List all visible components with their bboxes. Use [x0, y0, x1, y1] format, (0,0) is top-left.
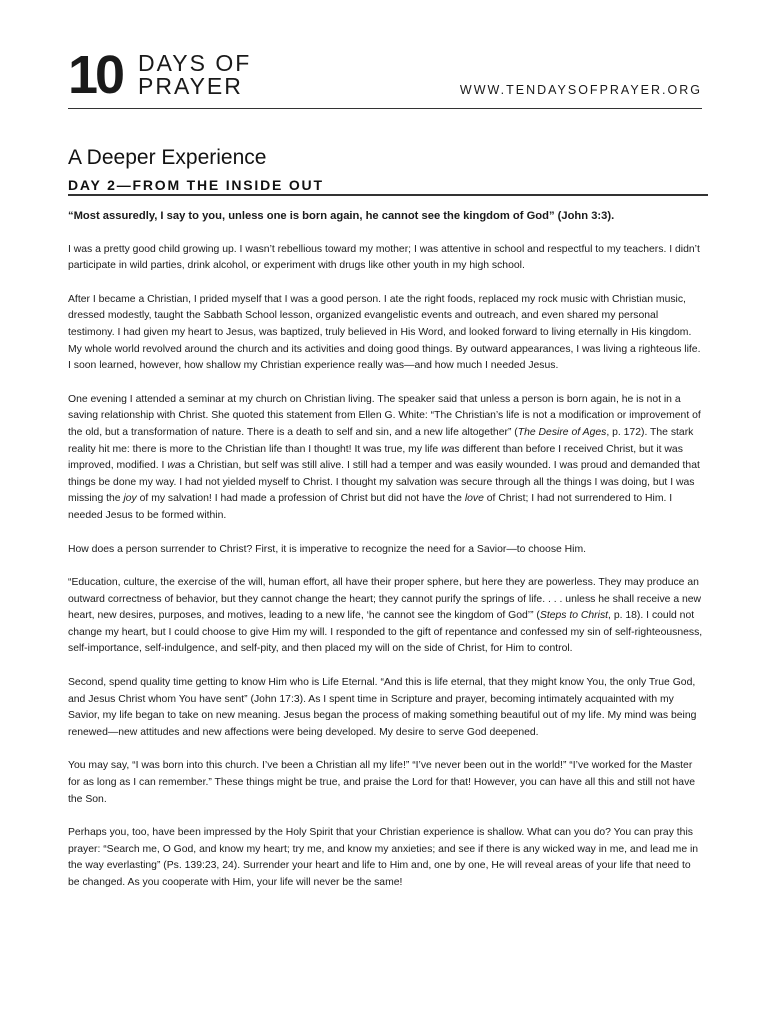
text-segment: , p. 18). I could not change my heart, but I could choose to give Him my will. I responded to the gift of repentance and confessed my sin of self-righteousness, self-importance, self-indulgence, and self-pity, and then placed my will on the side of Christ, for Him to control.: [68, 610, 703, 655]
text-segment: “Education, culture, the exercise of the will, human effort, all have their proper sphere, but here they are powerless. They may produce an outward correctness of behavior, but they cannot change the heart; they cannot purify the springs of life. . . . unless he shall receive a new heart, new desires, purposes, and motives, leading to a new life, ‘he cannot see the kingdom of God’” (: [68, 577, 702, 622]
paragraph-6: Second, spend quality time getting to know Him who is Life Eternal. “And this is life eternal, that they might know You, the only True God, and Jesus Christ whom You have sent” (John 17:3). As I spent time in Scripture and prayer, becoming intimately acquainted with my Savior, my life began to take on new meaning. Jesus began the process of making something beautiful out of my life. My mind was being renewed—new attitudes and new affections were being developed. My desire to serve God deepened.: [68, 677, 697, 738]
paragraph-2: After I became a Christian, I prided myself that I was a good person. I ate the right foods, replaced my rock music with Christian music, dressed modestly, taught the Sabbath School lesson, organized evangelistic events and outreach, and even shared my personal testimony. I had given my heart to Jesus, was baptized, truly believed in His Word, and looked forward to living eternally in His kingdom. My whole world revolved around the church and its activities and doing good things. By outward appearances, I was living a righteous life. I soon learned, however, how shallow my Christian experience really was—and how much I needed Jesus.: [68, 293, 701, 372]
book-title-desire-of-ages: The Desire of Ages: [517, 426, 607, 438]
emphasis-joy: joy: [123, 493, 137, 505]
heading-divider: [68, 194, 708, 196]
emphasis-was: was: [441, 443, 460, 455]
text-segment: , p. 172). The stark reality hit me: there is more to the Christian life than I thought! It was true, my life: [68, 426, 694, 455]
text-segment: of my salvation! I had made a profession of Christ but did not have the: [136, 493, 465, 505]
text-segment: of Christ; I had not surrendered to Him. I needed Jesus to be formed within.: [68, 493, 673, 521]
paragraph-7: You may say, “I was born into this church. I’ve been a Christian all my life!” “I’ve never been out in the world!” “I’ve worked for the Master for as long as I can remember.” These things might be true, and praise the Lord for that! However, you can have all this and still not have the Son.: [68, 760, 696, 805]
header-divider: [68, 108, 702, 109]
page-title: A Deeper Experience: [68, 146, 267, 170]
emphasis-was: was: [167, 460, 186, 472]
paragraph-8: Perhaps you, too, have been impressed by the Holy Spirit that your Christian experience is shallow. What can you do? You can pray this prayer: “Search me, O God, and know my heart; try me, and know my anxieties; and see if there is any wicked way in me, and lead me in the way everlasting” (Ps. 139:23, 24). Surrender your heart and life to Him and, one by one, He will reveal areas of your life that need to be changed. As you cooperate with Him, your life will never be the same!: [68, 827, 699, 888]
text-segment: a Christian, but self was still alive. I still had a temper and was easily wounded. I was proud and demanded that things be done my way. I had not yielded myself to Christ. I thought my salvation was secure through all the things I was doing, but I was missing the: [68, 460, 700, 505]
paragraph-3: [68, 392, 704, 525]
paragraph-5: [68, 575, 704, 658]
paragraph-4: How does a person surrender to Christ? First, it is imperative to recognize the need for a Savior—to choose Him.: [68, 543, 587, 555]
text-segment: One evening I attended a seminar at my church on Christian living. The speaker said that unless a person is born again, he is not in a saving relationship with Christ. She quoted this statement from Ellen G. White: “The Christian’s life is not a modification or improvement of the old, but a transformation of nature. There is a death to self and sin, and a new life altogether” (: [68, 393, 701, 438]
website-url: WWW.TENDAYSOFPRAYER.ORG: [459, 83, 702, 97]
day-heading: DAY 2—FROM THE INSIDE OUT: [68, 177, 324, 193]
paragraph-1: I was a pretty good child growing up. I wasn’t rebellious toward my mother; I was attentive in school and respectful to my teachers. I didn’t participate in wild parties, drink alcohol, or experiment with drugs like other youth in my high school.: [68, 243, 700, 272]
key-verse: “Most assuredly, I say to you, unless one is born again, he cannot see the kingdom of God” (John 3:3).: [68, 210, 615, 222]
book-title-steps-to-christ: Steps to Christ: [539, 610, 609, 622]
text-segment: different than before I received Christ, but it was improved, modified. I: [68, 443, 683, 472]
emphasis-love: love: [464, 493, 484, 505]
logo-text-line1: DAYS OF: [138, 50, 252, 76]
logo-text-line2: PRAYER: [138, 73, 243, 99]
logo-number: 10: [68, 45, 123, 105]
article-body: [68, 208, 704, 909]
